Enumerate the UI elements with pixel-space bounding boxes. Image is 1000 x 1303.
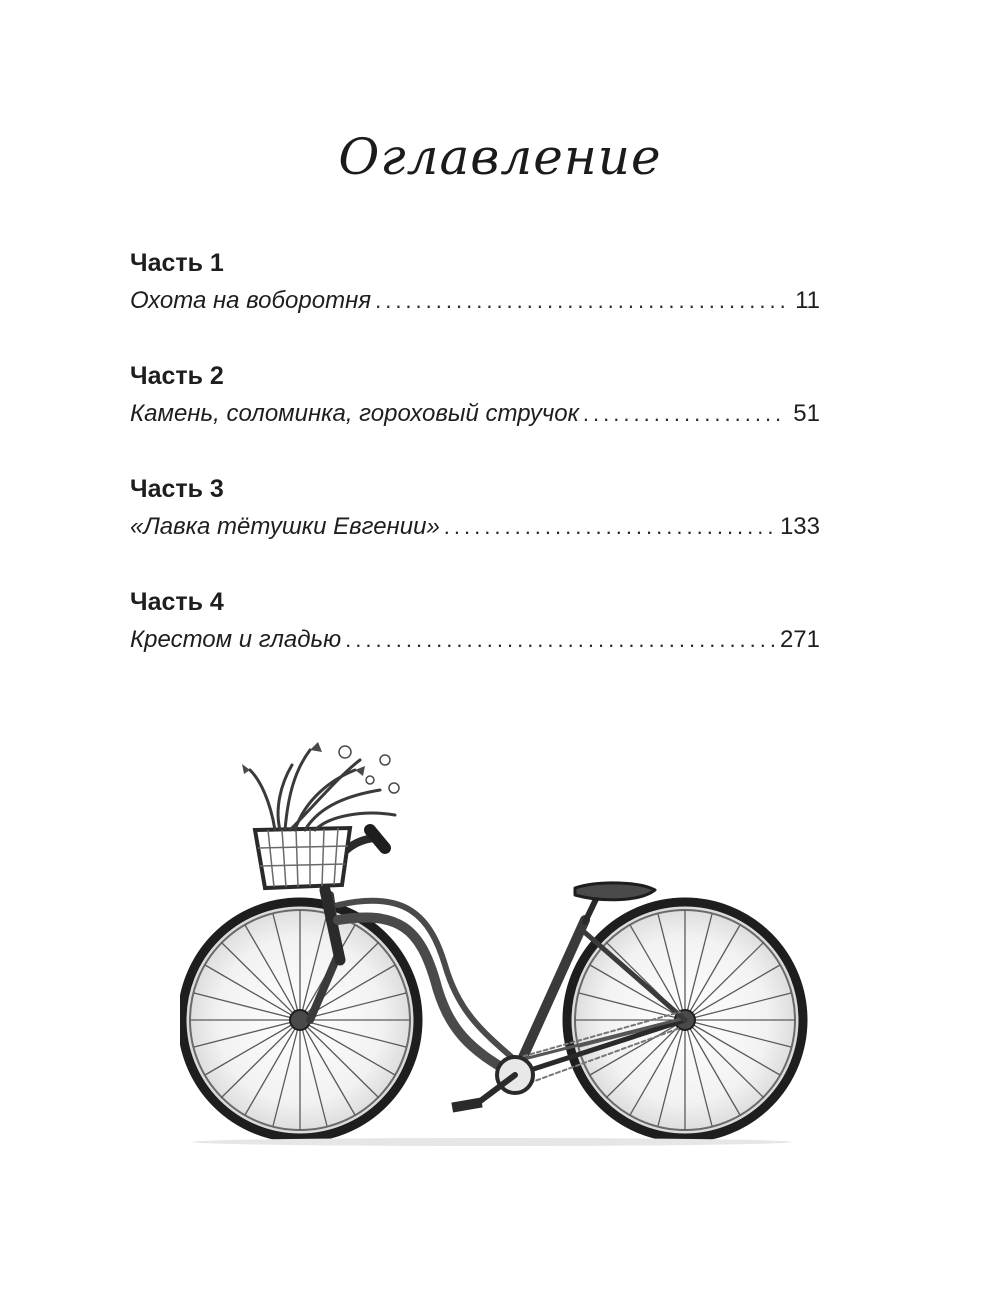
chapter-row <box>130 396 820 436</box>
dot-leader <box>444 509 774 545</box>
chapter-row <box>130 622 820 662</box>
toc-entry-part-1[interactable] <box>130 245 820 358</box>
chapter-title[interactable]: «Лавка тётушки Евгении» <box>130 513 440 540</box>
page-title: Оглавление <box>338 128 662 186</box>
chapter-title[interactable]: Охота на воборотня <box>130 287 372 314</box>
part-label: Часть 2 <box>130 362 224 390</box>
toc-entry-part-2[interactable] <box>130 358 820 471</box>
chapter-title[interactable]: Камень, соломинка, гороховый стручок <box>130 400 579 427</box>
dot-leader <box>375 283 784 319</box>
part-label: Часть 3 <box>130 475 224 503</box>
toc-entry-part-3[interactable] <box>130 471 820 584</box>
chapter-title[interactable]: Крестом и гладью <box>130 626 342 653</box>
page-number[interactable]: 271 <box>779 626 820 653</box>
chapter-row <box>130 509 820 549</box>
table-of-contents <box>130 245 820 697</box>
flower-basket <box>242 742 399 888</box>
page-number[interactable]: 11 <box>795 287 820 314</box>
bicycle-illustration <box>180 730 820 1180</box>
part-label: Часть 1 <box>130 249 224 277</box>
page-number[interactable]: 133 <box>779 513 820 540</box>
dot-leader <box>583 396 784 432</box>
page-number[interactable]: 51 <box>793 400 820 427</box>
dot-leader <box>345 622 774 658</box>
toc-entry-part-4[interactable] <box>130 584 820 697</box>
part-label: Часть 4 <box>130 588 224 616</box>
front-wheel <box>182 902 418 1138</box>
chapter-row <box>130 283 820 323</box>
